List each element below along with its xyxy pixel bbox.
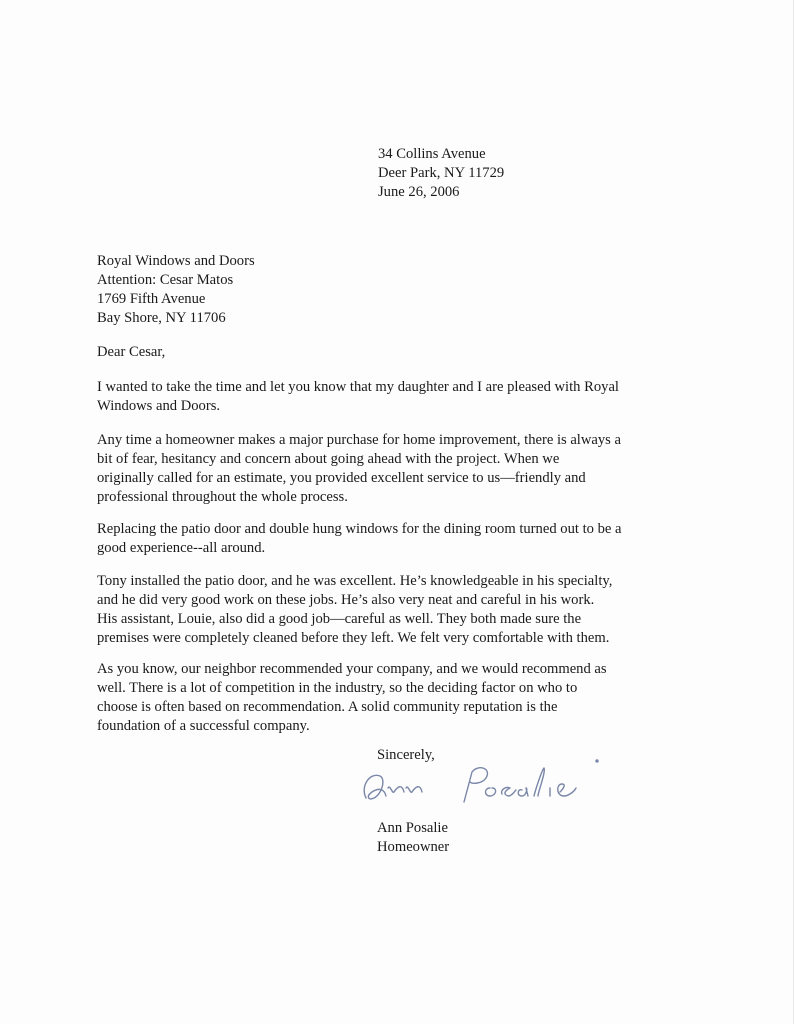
handwritten-signature [352,758,612,818]
recipient-street: 1769 Fifth Avenue [97,291,206,307]
paragraph-line: choose is often based on recommendation. A solid community reputation is the [97,699,558,715]
sender-street: 34 Collins Avenue [378,146,486,162]
paragraph-line: well. There is a lot of competition in the industry, so the deciding factor on who to [97,680,578,696]
paragraph-line: and he did very good work on these jobs. He’s also very neat and careful in his work. [97,592,595,608]
body-paragraph-5 [97,660,697,736]
signatory [377,819,449,857]
paragraph-line: Replacing the patio door and double hung windows for the dining room turned out to be a [97,521,622,537]
signatory-title: Homeowner [377,839,450,855]
body-paragraph-2 [97,431,697,507]
paragraph-line: I wanted to take the time and let you know that my daughter and I are pleased with Royal [97,379,619,395]
paragraph-line: Any time a homeowner makes a major purchase for home improvement, there is always a [97,432,621,448]
salutation: Dear Cesar, [97,344,166,360]
body-paragraph-4 [97,572,697,648]
body-paragraph-3 [97,520,697,558]
recipient-attention: Attention: Cesar Matos [97,272,234,288]
paragraph-line: Windows and Doors. [97,398,221,414]
paragraph-line: originally called for an estimate, you provided excellent service to us—friendly and [97,470,586,486]
paragraph-line: foundation of a successful company. [97,718,310,734]
letter-date: June 26, 2006 [378,184,460,200]
sender-city: Deer Park, NY 11729 [378,165,505,181]
paragraph-line: Tony installed the patio door, and he was excellent. He’s knowledgeable in his specialty, [97,573,613,589]
paragraph-line: bit of fear, hesitancy and concern about going ahead with the project. When we [97,451,560,467]
paragraph-line: professional throughout the whole process. [97,489,348,505]
recipient-city: Bay Shore, NY 11706 [97,310,226,326]
body-paragraph-1 [97,378,697,416]
paragraph-line: good experience--all around. [97,540,266,556]
paragraph-line: premises were completely cleaned before they left. We felt very comfortable with them. [97,630,610,646]
paragraph-line: As you know, our neighbor recommended your company, and we would recommend as [97,661,607,677]
paragraph-line: His assistant, Louie, also did a good job—careful as well. They both made sure the [97,611,582,627]
recipient-company: Royal Windows and Doors [97,253,255,269]
signatory-name: Ann Posalie [377,820,448,836]
closing: Sincerely, [377,747,435,763]
